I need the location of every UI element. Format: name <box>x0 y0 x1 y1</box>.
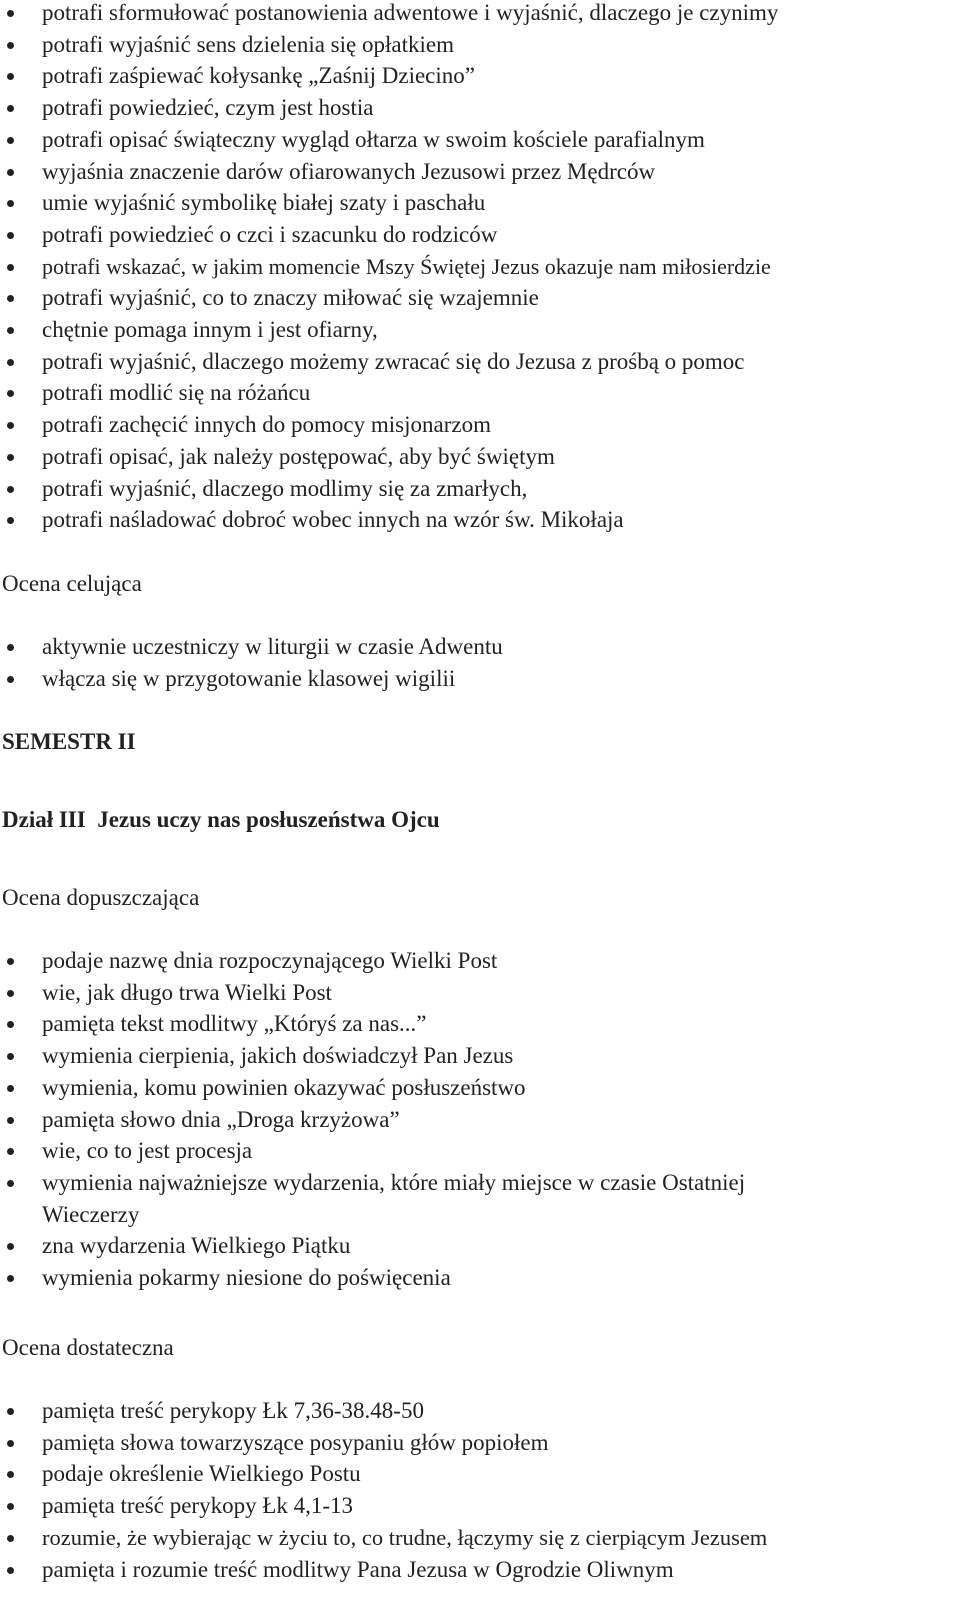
list-item: wymienia, komu powinien okazywać posłuszeństwo <box>2 1072 902 1104</box>
bullet-icon <box>7 264 14 271</box>
list-item: potrafi powiedzieć o czci i szacunku do rodziców <box>2 219 778 251</box>
list-item: pamięta tekst modlitwy „Któryś za nas...” <box>2 1008 902 1040</box>
celujaca-list <box>2 631 503 694</box>
bullet-icon <box>7 1275 14 1282</box>
bullet-icon <box>7 1085 14 1092</box>
bullet-icon <box>7 232 14 239</box>
list-item: aktywnie uczestniczy w liturgii w czasie Adwentu <box>2 631 503 663</box>
list-item: potrafi opisać, jak należy postępować, aby być świętym <box>2 441 778 473</box>
list-item: wymienia pokarmy niesione do poświęcenia <box>2 1262 902 1294</box>
bullet-icon <box>7 422 14 429</box>
dopuszczajaca-list <box>2 945 902 1294</box>
bullet-icon <box>7 73 14 80</box>
list-item: wymienia najważniejsze wydarzenia, które miały miejsce w czasie Ostatniej Wieczerzy <box>2 1167 902 1230</box>
bullet-icon <box>7 1021 14 1028</box>
bullet-icon <box>7 295 14 302</box>
list-item: zna wydarzenia Wielkiego Piątku <box>2 1230 902 1262</box>
list-item: wie, jak długo trwa Wielki Post <box>2 977 902 1009</box>
list-item: potrafi wyjaśnić, dlaczego możemy zwracać się do Jezusa z prośbą o pomoc <box>2 346 778 378</box>
bullet-icon <box>7 958 14 965</box>
list-item: potrafi modlić się na różańcu <box>2 377 778 409</box>
list-item: potrafi wyjaśnić, dlaczego modlimy się za zmarłych, <box>2 473 778 505</box>
list-item: pamięta treść perykopy Łk 7,36-38.48-50 <box>2 1395 767 1427</box>
list-item: pamięta słowo dnia „Droga krzyżowa” <box>2 1104 902 1136</box>
bullet-icon <box>7 137 14 144</box>
list-item: podaje określenie Wielkiego Postu <box>2 1458 767 1490</box>
semester-heading: SEMESTR II <box>2 729 136 754</box>
list-item: potrafi wyjaśnić sens dzielenia się opłatkiem <box>2 29 778 61</box>
list-item: wyjaśnia znaczenie darów ofiarowanych Jezusowi przez Mędrców <box>2 156 778 188</box>
bullet-icon <box>7 517 14 524</box>
list-item: pamięta i rozumie treść modlitwy Pana Jezusa w Ogrodzie Oliwnym <box>2 1554 767 1586</box>
bullet-icon <box>7 676 14 683</box>
dostateczna-list <box>2 1395 767 1585</box>
list-item: wie, co to jest procesja <box>2 1135 902 1167</box>
list-item: chętnie pomaga innym i jest ofiarny, <box>2 314 778 346</box>
list-item: wymienia cierpienia, jakich doświadczył Pan Jezus <box>2 1040 902 1072</box>
bullet-icon <box>7 42 14 49</box>
bullet-icon <box>7 1053 14 1060</box>
list-item: potrafi zaśpiewać kołysankę „Zaśnij Dziecino” <box>2 60 778 92</box>
bullet-icon <box>7 1148 14 1155</box>
list-item: umie wyjaśnić symbolikę białej szaty i paschału <box>2 187 778 219</box>
bullet-icon <box>7 1567 14 1574</box>
bullet-icon <box>7 1180 14 1187</box>
list-item: potrafi powiedzieć, czym jest hostia <box>2 92 778 124</box>
bullet-icon <box>7 644 14 651</box>
bullet-icon <box>7 169 14 176</box>
list-item: potrafi naśladować dobroć wobec innych na wzór św. Mikołaja <box>2 504 778 536</box>
section1-list <box>2 0 778 536</box>
list-item: potrafi wyjaśnić, co to znaczy miłować się wzajemnie <box>2 282 778 314</box>
list-item: potrafi zachęcić innych do pomocy misjonarzom <box>2 409 778 441</box>
list-item: rozumie, że wybierając w życiu to, co trudne, łączymy się z cierpiącym Jezusem <box>2 1522 767 1554</box>
list-item: pamięta słowa towarzyszące posypaniu głów popiołem <box>2 1427 767 1459</box>
list-item: potrafi opisać świąteczny wygląd ołtarza w swoim kościele parafialnym <box>2 124 778 156</box>
bullet-icon <box>7 1117 14 1124</box>
bullet-icon <box>7 105 14 112</box>
bullet-icon <box>7 327 14 334</box>
list-item: potrafi wskazać, w jakim momencie Mszy Świętej Jezus okazuje nam miłosierdzie <box>2 251 778 283</box>
list-item: podaje nazwę dnia rozpoczynającego Wielki Post <box>2 945 902 977</box>
bullet-icon <box>7 1408 14 1415</box>
list-item: pamięta treść perykopy Łk 4,1-13 <box>2 1490 767 1522</box>
grade-heading-dopuszczajaca: Ocena dopuszczająca <box>2 885 200 910</box>
bullet-icon <box>7 454 14 461</box>
bullet-icon <box>7 390 14 397</box>
bullet-icon <box>7 1440 14 1447</box>
bullet-icon <box>7 359 14 366</box>
list-item: potrafi sformułować postanowienia adwentowe i wyjaśnić, dlaczego je czynimy <box>2 0 778 29</box>
bullet-icon <box>7 990 14 997</box>
section-heading: Dział III Jezus uczy nas posłuszeństwa Ojcu <box>2 807 440 832</box>
bullet-icon <box>7 200 14 207</box>
bullet-icon <box>7 1503 14 1510</box>
list-item: włącza się w przygotowanie klasowej wigilii <box>2 663 503 695</box>
bullet-icon <box>7 1535 14 1542</box>
bullet-icon <box>7 10 14 17</box>
grade-heading-celujaca: Ocena celująca <box>2 571 142 596</box>
grade-heading-dostateczna: Ocena dostateczna <box>2 1335 174 1360</box>
bullet-icon <box>7 1243 14 1250</box>
bullet-icon <box>7 1471 14 1478</box>
bullet-icon <box>7 486 14 493</box>
